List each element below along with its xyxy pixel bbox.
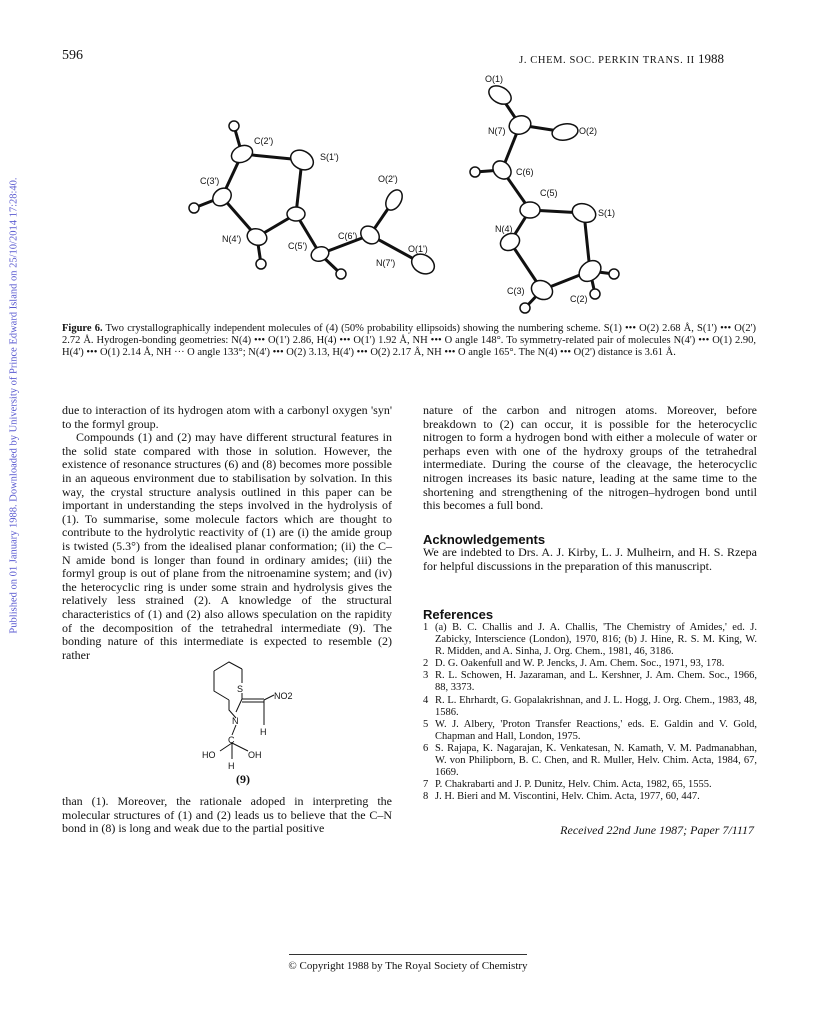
atom-label: C(2) — [570, 294, 588, 304]
caption-text: Two crystallographically independent molecules of (4) (50% probability ellipsoids) showing the numbering scheme. S(1) ••• O(2) 2.68 Å, S(1') ••• O(2') 2.72 Å. Hydrogen-bonding geometries: N(4) ••• O(1') 2.86, H(4) ••• O(1') 1.92 Å, NH ••• O angle 148°. To symmetry-related pair of molecules N(4') ••• O(1) 2.90, H(4') ••• O(1) 2.14 Å, NH ··· O angle 133°; N(4') ••• O(2) 3.13, H(4') ••• O(2) 2.17 Å, NH ••• O angle 165°. The N(4) ••• O(2') distance is 3.61 Å. — [62, 323, 756, 359]
atom-c: C — [228, 735, 235, 745]
caption-label: Figure 6. — [62, 323, 103, 334]
nitro-group: NO2 — [274, 691, 293, 701]
atom-h: H — [260, 727, 267, 737]
paragraph: nature of the carbon and nitrogen atoms. Moreover, before breakdown to (2) can occur, it is possible for the heterocyclic nitrogen to form a hydrogen bond with either a molecule of water or perhaps even with one of the hydroxy groups of the tetrahedral intermediate. During the course of the cleavage, the heterocyclic nitrogen increases its basic nature, leading at the same time to the shortening and strengthening of the nitrogen–hydrogen bond until this becomes a full bond. — [423, 403, 757, 513]
download-watermark: Published on 01 January 1988. Downloaded by University of Prince Edward Island on 25/10/2014 17:28:40. — [8, 177, 20, 634]
left-column-bottom — [62, 795, 392, 836]
atom-h: H — [228, 761, 235, 771]
reference-item: 6 S. Rajapa, K. Nagarajan, K. Venkatesan, N. Kamath, V. M. Padmanabhan, W. von Philipborn, B. C. Chen, and R. Muller, Helv. Chim. Acta, 1984, 67, 1669. — [423, 742, 757, 779]
atom-label: S(1') — [320, 152, 339, 162]
reference-item: 3 R. L. Schowen, H. Jazaraman, and L. Kershner, J. Am. Chem. Soc., 1966, 88, 3373. — [423, 670, 757, 694]
atom-label: N(7') — [376, 258, 396, 268]
atom-n: N — [232, 716, 239, 726]
reference-list — [423, 622, 757, 803]
atom-label: N(7) — [488, 126, 506, 136]
journal-year: 1988 — [698, 51, 724, 66]
reference-item: 2 D. G. Oakenfull and W. P. Jencks, J. Am. Chem. Soc., 1971, 93, 178. — [423, 658, 725, 670]
reference-item: 8 J. H. Bieri and M. Viscontini, Helv. Chim. Acta, 1977, 60, 447. — [423, 791, 700, 803]
atom-label: C(5') — [288, 241, 308, 251]
paragraph: than (1). Moreover, the rationale adoped in interpreting the molecular structures of (1) and (2) leads us to believe that the C–N bond in (8) is long and weak due to the partial positive — [62, 794, 392, 836]
atom-label: C(3') — [200, 176, 220, 186]
atom-label: C(6') — [338, 231, 358, 241]
atom-label: N(4') — [222, 234, 242, 244]
acknowledgements-text: We are indebted to Drs. A. J. Kirby, L. J. Mulheirn, and H. S. Rzepa for helpful discussions in the preparation of this manuscript. — [423, 545, 757, 573]
hydroxyl: OH — [248, 750, 262, 760]
acknowledgements-heading: Acknowledgements — [423, 532, 546, 547]
structure-9 — [176, 655, 326, 790]
page-number: 596 — [62, 48, 83, 63]
atom-label: C(3) — [507, 286, 525, 296]
atom-label: O(1) — [485, 74, 503, 84]
hydroxyl: HO — [202, 750, 216, 760]
atom-label: O(2) — [579, 126, 597, 136]
atom-label: S(1) — [598, 208, 616, 218]
copyright-notice: © Copyright 1988 by The Royal Society of Chemistry — [288, 960, 528, 972]
journal-name: J. CHEM. SOC. PERKIN TRANS. II — [519, 55, 695, 66]
running-header — [519, 51, 724, 67]
references-heading: References — [423, 607, 494, 622]
right-column-top — [423, 404, 757, 513]
atom-label: C(6) — [516, 167, 534, 177]
atom-label: N(4) — [495, 224, 513, 234]
reference-item: 5 W. J. Albery, 'Proton Transfer Reactions,' eds. E. Galdin and V. Gold, Chapman and Hall, London, 1975. — [423, 718, 757, 742]
left-column-top — [62, 404, 392, 662]
footer-divider — [289, 954, 527, 955]
atom-s: S — [237, 684, 244, 694]
paragraph: due to interaction of its hydrogen atom with a carbonyl oxygen 'syn' to the formyl group. — [62, 403, 392, 431]
atom-label: C(5) — [540, 188, 558, 198]
atom-label: O(1') — [408, 244, 428, 254]
atom-label: O(2') — [378, 174, 398, 184]
paragraph: Compounds (1) and (2) may have different structural features in the solid state compared with those in solution. However, the existence of resonance structures (6) and (8) becomes more possible in an aqueous environment due to stabilisation by solvation. In this way, the crystal structure analysis outlined in this paper can be important in understanding the steps involved in the hydrolysis of (1). To summarise, some molecule factors which are thought to contribute to the hydrolytic reactivity of (1) are (i) the amide group is twisted (5.3°) from the idealised planar conformation; (ii) the C–N amide bond is longer than found in ordinary amides; (iii) the formyl group is out of plane from the nitroenamine system; and (iv) the heterocyclic ring is under some strain and hydrolysis gives the relatively less strained (2). A knowledge of the structural characteristics of (1) and (2) also allows speculation on the rapidity of the decomposition of the tetrahedral intermediate (9). The bonding nature of this intermediate is expected to resemble (2) rather — [62, 430, 392, 662]
reference-item: 7 P. Chakrabarti and J. P. Dunitz, Helv. Chim. Acta, 1982, 65, 1555. — [423, 779, 712, 791]
received-date: Received 22nd June 1987; Paper 7/1117 — [560, 823, 754, 837]
reference-item: 1 (a) B. C. Challis and J. A. Challis, 'The Chemistry of Amides,' ed. J. Zabicky, Interscience (London), 1970, 816; (b) J. Hine, R. S. M. King, W. R. Midden, and A. Sinha, J. Org. Chem., 1981, 46, 3186. — [423, 622, 757, 658]
compound-label: (9) — [236, 772, 250, 786]
atom-label: C(2') — [254, 136, 274, 146]
figure-caption — [62, 323, 756, 360]
ortep-figure — [170, 72, 630, 322]
reference-item: 4 R. L. Ehrhardt, G. Gopalakrishnan, and J. L. Hogg, J. Org. Chem., 1983, 48, 1586. — [423, 694, 757, 718]
